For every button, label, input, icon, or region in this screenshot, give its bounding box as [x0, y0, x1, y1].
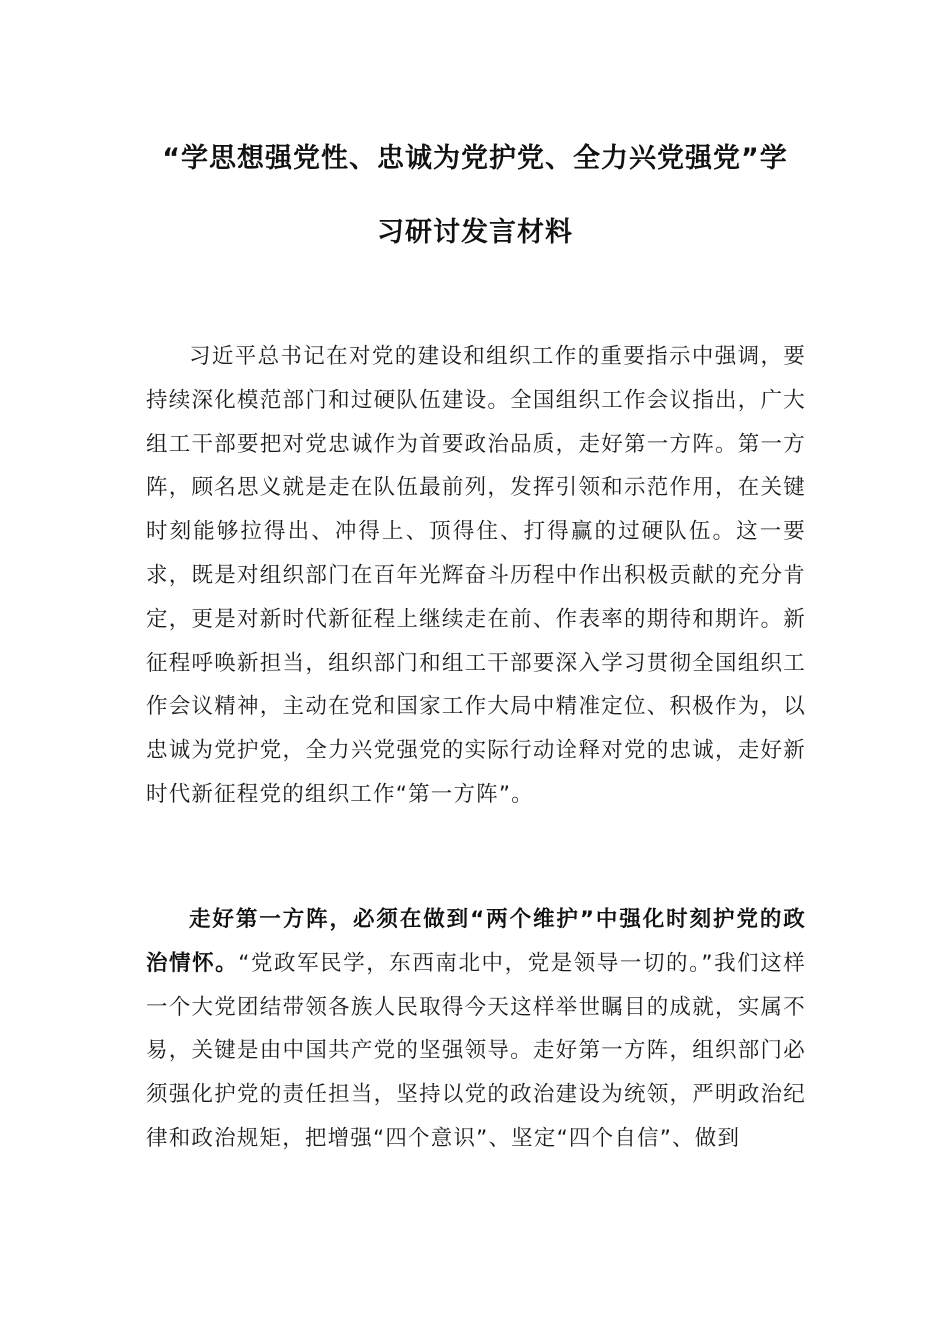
document-title-line-1: “学思想强党性、忠诚为党护党、全力兴党强党”学 [162, 143, 788, 174]
paragraph-2-bold-lead: 走好第一方阵，必须在做到“两个维护”中强化时刻护党的政治情怀。 [146, 907, 806, 976]
body-paragraph-2 [146, 898, 806, 1161]
document-title-line-2: 习研讨发言材料 [377, 217, 573, 248]
paragraph-2-body-text: “党政军民学，东西南北中，党是领导一切的。”我们这样一个大党团结带领各族人民取得今天这样举世瞩目的成就，实属不易，关键是由中国共产党的坚强领导。走好第一方阵，组织部门必须强化护党的责任担当，坚持以党的政治建设为统领，严明政治纪律和政治规矩，把增强“四个意识”、坚定“四个自信”、做到 [146, 950, 806, 1151]
body-paragraph-1: 习近平总书记在对党的建设和组织工作的重要指示中强调，要持续深化模范部门和过硬队伍建设。全国组织工作会议指出，广大组工干部要把对党忠诚作为首要政治品质，走好第一方阵。第一方阵，顾名思义就是走在队伍最前列，发挥引领和示范作用，在关键时刻能够拉得出、冲得上、顶得住、打得赢的过硬队伍。这一要求，既是对组织部门在百年光辉奋斗历程中作出积极贡献的充分肯定，更是对新时代新征程上继续走在前、作表率的期待和期许。新征程呼唤新担当，组织部门和组工干部要深入学习贯彻全国组织工作会议精神，主动在党和国家工作大局中精准定位、积极作为，以忠诚为党护党，全力兴党强党的实际行动诠释对党的忠诚，走好新时代新征程党的组织工作“第一方阵”。 [146, 344, 806, 807]
